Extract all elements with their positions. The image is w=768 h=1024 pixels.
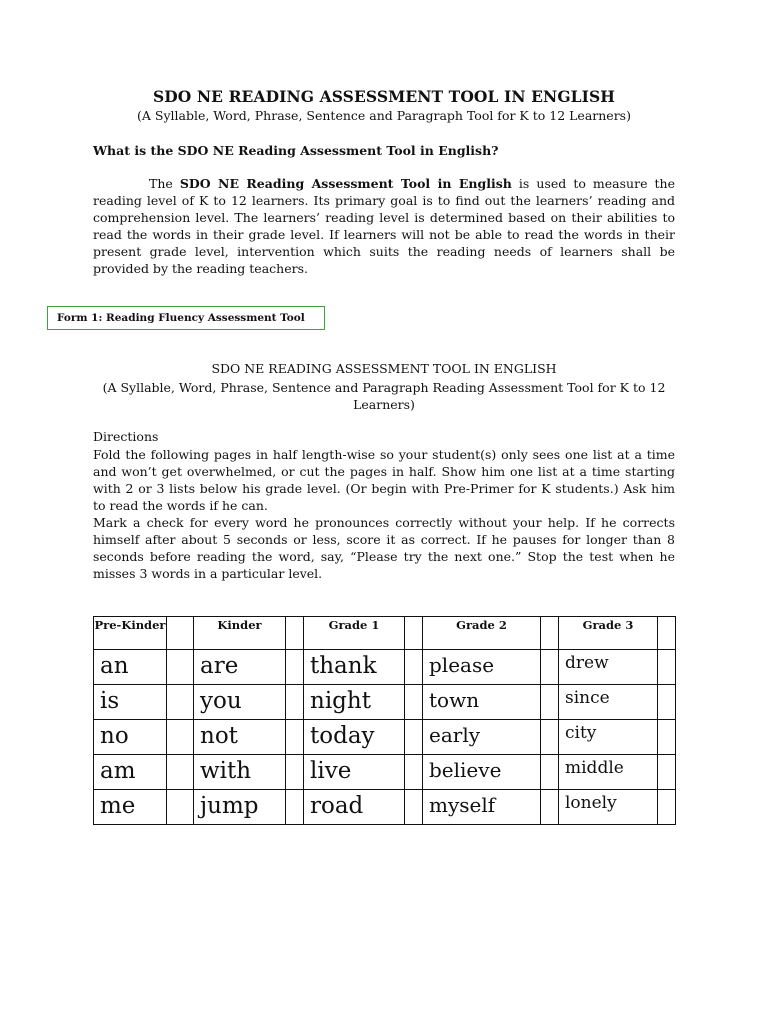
- check-cell[interactable]: [286, 650, 304, 685]
- intro-rest: is used to measure the reading level of K to 12 learners. Its primary goal is to find out the learners’ reading and comprehension level. The learners’ reading level is determined based on their abilities to read the words in their grade level. If learners will not be able to read the words in their present grade level, intervention which suits the reading needs of learners shall be provided by the reading teachers.: [93, 176, 675, 276]
- table-row: [94, 720, 676, 755]
- check-column-header: [167, 617, 194, 650]
- word-cell: city: [559, 720, 658, 755]
- word-list-table: [93, 616, 676, 825]
- word-cell: road: [304, 790, 405, 825]
- word-cell: an: [94, 650, 167, 685]
- intro-bold: SDO NE Reading Assessment Tool in English: [179, 176, 512, 191]
- header-kinder: Kinder: [194, 617, 286, 650]
- intro-lead: The: [149, 176, 180, 191]
- word-cell: town: [423, 685, 541, 720]
- check-cell[interactable]: [167, 720, 194, 755]
- word-cell: believe: [423, 755, 541, 790]
- word-cell: live: [304, 755, 405, 790]
- word-cell: me: [94, 790, 167, 825]
- check-cell[interactable]: [167, 790, 194, 825]
- check-cell[interactable]: [167, 685, 194, 720]
- word-cell: since: [559, 685, 658, 720]
- word-cell: are: [194, 650, 286, 685]
- check-cell[interactable]: [286, 720, 304, 755]
- header-pre-kinder: Pre-Kinder: [94, 617, 167, 650]
- check-column-header: [541, 617, 559, 650]
- header-grade-2: Grade 2: [423, 617, 541, 650]
- word-cell: myself: [423, 790, 541, 825]
- check-cell[interactable]: [167, 650, 194, 685]
- word-cell: middle: [559, 755, 658, 790]
- check-cell[interactable]: [541, 755, 559, 790]
- check-cell[interactable]: [405, 650, 423, 685]
- header-grade-1: Grade 1: [304, 617, 405, 650]
- form-subtitle: (A Syllable, Word, Phrase, Sentence and Paragraph Reading Assessment Tool for K to 12 Learners): [102, 380, 666, 412]
- header-grade-3: Grade 3: [559, 617, 658, 650]
- word-cell: drew: [559, 650, 658, 685]
- check-cell[interactable]: [541, 720, 559, 755]
- table-header-row: [94, 617, 676, 650]
- word-cell: no: [94, 720, 167, 755]
- form-label-box: Form 1: Reading Fluency Assessment Tool: [47, 306, 325, 330]
- check-cell[interactable]: [658, 685, 676, 720]
- check-cell[interactable]: [405, 755, 423, 790]
- page-subtitle: (A Syllable, Word, Phrase, Sentence and Paragraph Tool for K to 12 Learners): [137, 108, 631, 123]
- check-cell[interactable]: [405, 720, 423, 755]
- word-cell: not: [194, 720, 286, 755]
- check-column-header: [658, 617, 676, 650]
- form-title: SDO NE READING ASSESSMENT TOOL IN ENGLISH: [211, 361, 557, 376]
- word-cell: early: [423, 720, 541, 755]
- word-cell: jump: [194, 790, 286, 825]
- directions-text: [93, 446, 675, 582]
- word-cell: today: [304, 720, 405, 755]
- check-cell[interactable]: [286, 755, 304, 790]
- word-cell: night: [304, 685, 405, 720]
- check-cell[interactable]: [167, 755, 194, 790]
- check-column-header: [405, 617, 423, 650]
- check-cell[interactable]: [658, 720, 676, 755]
- check-cell[interactable]: [541, 790, 559, 825]
- check-cell[interactable]: [658, 650, 676, 685]
- check-cell[interactable]: [286, 790, 304, 825]
- section-question: What is the SDO NE Reading Assessment Tool in English?: [93, 143, 499, 158]
- directions-paragraph: Fold the following pages in half length-wise so your student(s) only sees one list at a time and won’t get overwhelmed, or cut the pages in half. Show him one list at a time starting with 2 or 3 lists below his grade level. (Or begin with Pre-Primer for K students.) Ask him to read the words if he can.: [93, 447, 675, 513]
- check-cell[interactable]: [541, 650, 559, 685]
- check-cell[interactable]: [541, 685, 559, 720]
- directions-paragraph: Mark a check for every word he pronounces correctly without your help. If he corrects himself after about 5 seconds or less, score it as correct. If he pauses for longer than 8 seconds before reading the word, say, “Please try the next one.” Stop the test when he misses 3 words in a particular level.: [93, 515, 675, 581]
- directions-heading: Directions: [93, 429, 159, 444]
- table-row: [94, 685, 676, 720]
- intro-paragraph: [93, 175, 675, 277]
- table-row: [94, 755, 676, 790]
- table-row: [94, 650, 676, 685]
- word-cell: lonely: [559, 790, 658, 825]
- check-cell[interactable]: [658, 790, 676, 825]
- word-cell: am: [94, 755, 167, 790]
- check-cell[interactable]: [286, 685, 304, 720]
- word-cell: you: [194, 685, 286, 720]
- word-cell: please: [423, 650, 541, 685]
- check-cell[interactable]: [405, 685, 423, 720]
- check-column-header: [286, 617, 304, 650]
- check-cell[interactable]: [658, 755, 676, 790]
- page-title: SDO NE READING ASSESSMENT TOOL IN ENGLISH: [152, 87, 616, 106]
- word-cell: thank: [304, 650, 405, 685]
- table-row: [94, 790, 676, 825]
- word-cell: is: [94, 685, 167, 720]
- check-cell[interactable]: [405, 790, 423, 825]
- word-cell: with: [194, 755, 286, 790]
